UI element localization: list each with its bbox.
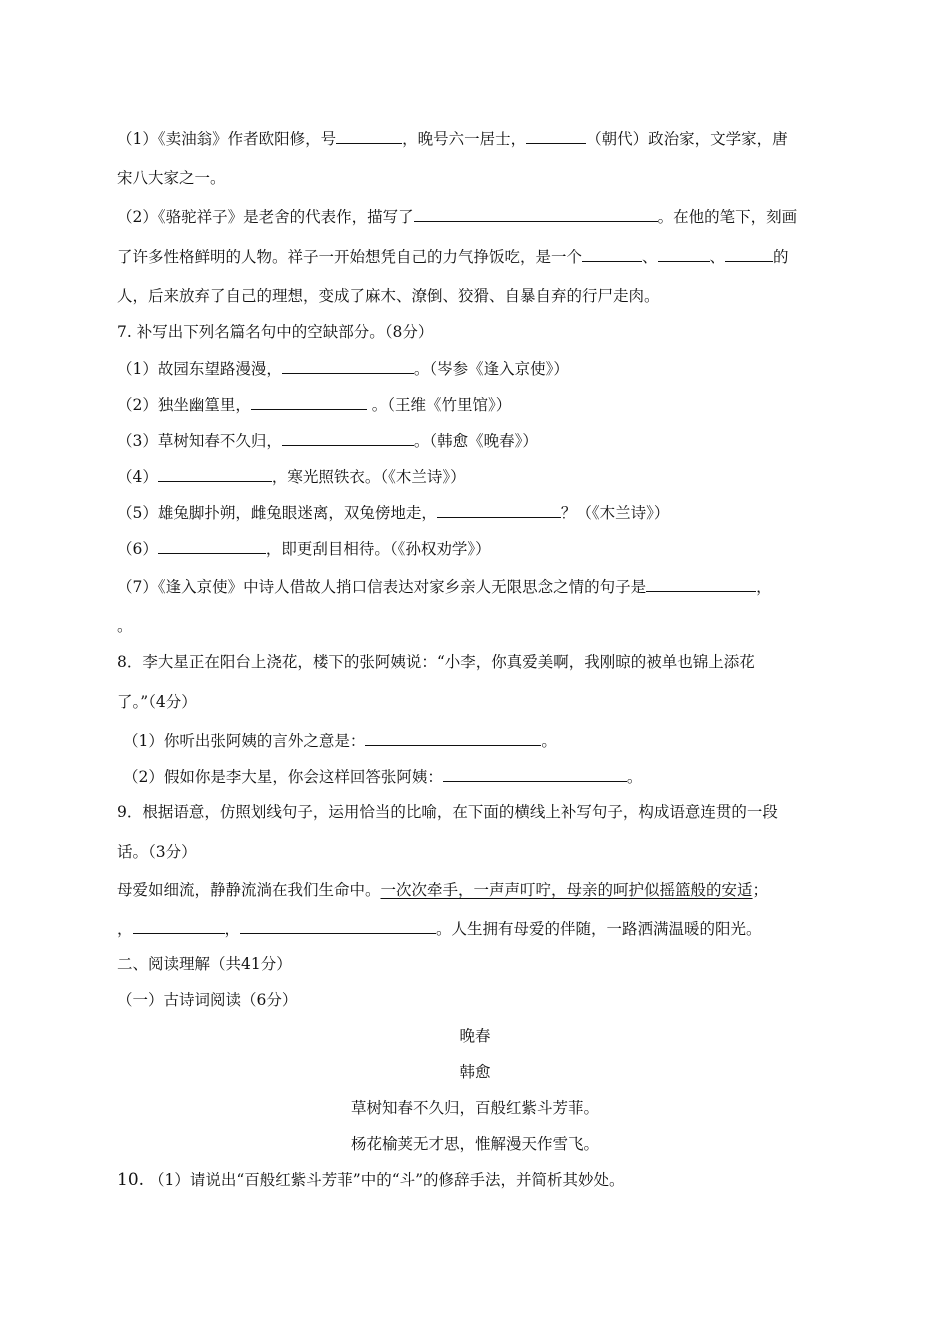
q9-underlined-sentence: 一次次牵手，一声声叮咛，母亲的呵护似摇篮般的安适 — [380, 881, 753, 899]
q7-line6 — [117, 538, 491, 559]
q7-title: 7. 补写出下列名篇名句中的空缺部分。（8分） — [117, 323, 434, 341]
q9-line3 — [117, 880, 768, 900]
q9-line4 — [117, 918, 762, 939]
q6-item2-text-b: 。在他的笔下，刻画 — [657, 208, 798, 226]
q6-item2-blank-3[interactable] — [725, 246, 773, 262]
q9-line4-comma: ， — [224, 920, 241, 938]
q7-line4-blank[interactable] — [158, 466, 272, 482]
q6-item1-line2: 宋八大家之一。 — [117, 169, 226, 187]
q7-line3 — [117, 430, 538, 451]
q6-item2-line2 — [117, 246, 789, 267]
q7-line7-end: 。 — [117, 617, 133, 635]
q7-line1-source: 。（岑参《逢入京使》） — [413, 360, 569, 378]
q7-line4 — [117, 466, 466, 487]
q6-item2-sep1: 、 — [642, 248, 658, 266]
q8-sub2-end: 。 — [626, 768, 643, 786]
q6-item2-text-d: 的 — [773, 248, 789, 266]
q10-text: （1）请说出“百般红紫斗芳菲”中的“斗”的修辞手法，并简析其妙处。 — [148, 1171, 625, 1189]
q6-item2-line3: 人，后来放弃了自己的理想，变成了麻木、潦倒、狡猾、自暴自弃的行尸走肉。 — [117, 287, 660, 305]
q9-blank-1[interactable] — [133, 918, 225, 934]
q8-sub2 — [123, 766, 642, 787]
q6-item1-text-c: （朝代）政治家，文学家，唐 — [586, 130, 788, 148]
q7-line6-num: （6） — [117, 540, 158, 558]
q9-line4-lead: ， — [117, 920, 133, 938]
poem-author: 韩愈 — [459, 1063, 491, 1081]
poem-line1: 草树知春不久归，百般红紫斗芳菲。 — [350, 1099, 599, 1117]
q7-line1-blank[interactable] — [282, 358, 414, 374]
q8-sub1-blank[interactable] — [365, 730, 541, 746]
q7-line4-text: ，寒光照铁衣。（《木兰诗》） — [271, 468, 466, 486]
q9-line3-end: ； — [752, 881, 769, 899]
q6-item1-line1 — [117, 128, 788, 149]
section2-subtitle: （一）古诗词阅读（6分） — [117, 991, 298, 1009]
q7-line7 — [117, 576, 772, 597]
q6-item1-text-b: ，晚号六一居士， — [402, 130, 527, 148]
q7-line1 — [117, 358, 569, 379]
q6-item1-blank-hao[interactable] — [336, 128, 402, 144]
q6-item2-text-a: （2）《骆驼祥子》是老舍的代表作，描写了 — [117, 208, 414, 226]
q6-item1-text-a: （1）《卖油翁》作者欧阳修，号 — [117, 130, 337, 148]
q6-item2-sep2: 、 — [709, 248, 726, 266]
q6-item2-blank-desc[interactable] — [414, 206, 658, 222]
section2-title: 二、阅读理解（共41分） — [117, 955, 292, 973]
q6-item1-blank-dynasty[interactable] — [526, 128, 586, 144]
q7-line6-blank[interactable] — [158, 538, 266, 554]
q9-line2: 话。（3分） — [117, 843, 197, 861]
q9-line1: 9．根据语意，仿照划线句子，运用恰当的比喻，在下面的横线上补写句子，构成语意连贯的一段 — [117, 803, 778, 821]
q6-item2-blank-1[interactable] — [582, 246, 642, 262]
q7-line2 — [117, 394, 511, 415]
q6-item2-blank-2[interactable] — [658, 246, 710, 262]
q10-number: 10. — [117, 1170, 145, 1190]
q8-line2: 了。”（4分） — [117, 693, 197, 711]
q10-line — [117, 1170, 625, 1190]
q8-sub2-text: （2）假如你是李大星，你会这样回答张阿姨： — [123, 768, 443, 786]
q8-sub2-blank[interactable] — [443, 766, 627, 782]
poem-line2: 杨花榆荚无才思，惟解漫天作雪飞。 — [350, 1135, 599, 1153]
q7-line6-text: ，即更刮目相待。（《孙权劝学》） — [265, 540, 491, 558]
q8-line1: 8．李大星正在阳台上浇花，楼下的张阿姨说：“小李，你真爱美啊，我刚晾的被单也锦上添花 — [117, 653, 755, 671]
poem-title: 晚春 — [459, 1027, 491, 1045]
q7-line2-source: 。（王维《竹里馆》） — [366, 396, 512, 414]
q7-line3-source: 。（韩愈《晚春》） — [413, 432, 538, 450]
q9-line4-text: 。人生拥有母爱的伴随，一路洒满温暖的阳光。 — [436, 920, 762, 938]
q7-line3-text: （3）草树知春不久归， — [117, 432, 282, 450]
q7-line5 — [117, 502, 669, 523]
q8-sub1-end: 。 — [541, 732, 557, 750]
q7-line7-comma: ， — [756, 578, 772, 596]
q7-line5-source: ？（《木兰诗》） — [560, 504, 670, 522]
q7-line2-blank[interactable] — [251, 394, 367, 410]
q7-line7-text: （7）《逢入京使》中诗人借故人捎口信表达对家乡亲人无限思念之情的句子是 — [117, 578, 647, 596]
q7-line2-text: （2）独坐幽篁里， — [117, 396, 251, 414]
q9-line3-text: 母爱如细流，静静流淌在我们生命中。 — [117, 881, 381, 899]
q7-line4-num: （4） — [117, 468, 158, 486]
q6-item2-line1 — [117, 206, 797, 227]
q7-line7-blank[interactable] — [646, 576, 756, 592]
q7-line5-blank[interactable] — [437, 502, 561, 518]
q8-sub1 — [123, 730, 557, 751]
q7-line1-text: （1）故园东望路漫漫， — [117, 360, 282, 378]
q6-item2-text-c: 了许多性格鲜明的人物。祥子一开始想凭自己的力气挣饭吃，是一个 — [117, 248, 583, 266]
q8-sub1-text: （1）你听出张阿姨的言外之意是： — [123, 732, 366, 750]
q9-blank-2[interactable] — [240, 918, 436, 934]
q7-line5-text: （5）雄兔脚扑朔，雌兔眼迷离，双兔傍地走， — [117, 504, 437, 522]
q7-line3-blank[interactable] — [282, 430, 414, 446]
